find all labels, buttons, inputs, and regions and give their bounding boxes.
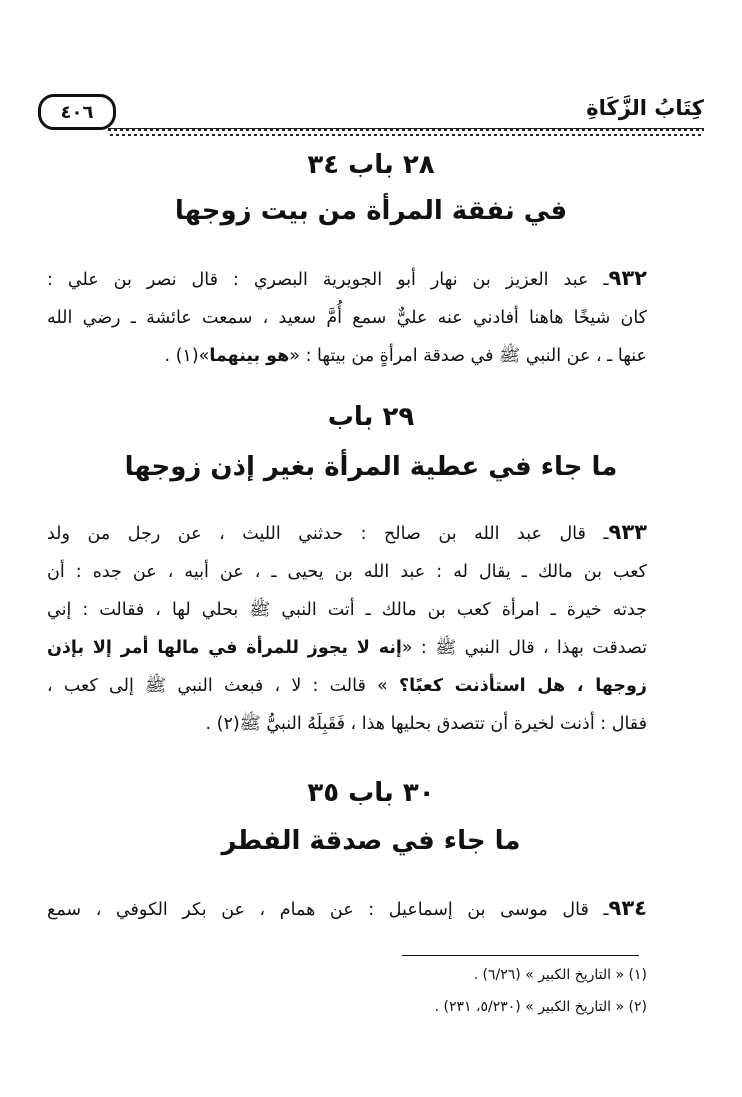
footnote-rule	[402, 955, 639, 956]
hadith-line: ـ قال موسى بن إسماعيل : عن همام ، عن بكر الكوفي ، سمع	[47, 900, 609, 920]
section-heading-title: في نفقة المرأة من بيت زوجها	[174, 196, 568, 226]
hadith-line: جدته خيرة ـ امرأة كعب بن مالك ـ أتت النبي ﷺ بحلي لها ، فقالت : إني	[47, 600, 647, 620]
section-heading-number: ٢٨ باب ٣٤	[307, 150, 435, 180]
hadith-quote: إنه لا يجوز للمرأة في مالها أمر إلا بإذن	[47, 638, 402, 658]
section-heading-number: ٢٩ باب	[327, 402, 415, 432]
hadith-line: كعب بن مالك ـ يقال له : عبد الله بن يحيى ـ ، عن أبيه ، عن جده : أن	[47, 562, 647, 582]
header-rule	[108, 128, 704, 136]
hadith-line: ـ عبد العزيز بن نهار أبو الجويرية البصري : قال نصر بن علي :	[47, 270, 609, 290]
footnote-ref: »(١) .	[164, 346, 210, 366]
hadith-934	[47, 889, 647, 929]
hadith-line: كان شيخًا هاهنا أفادني عنه عليٌّ سمع أُمَّ سعيد ، سمعت عائشة ـ رضي الله	[47, 308, 647, 328]
hadith-number: ٩٣٤	[608, 896, 647, 920]
hadith-933	[47, 513, 647, 743]
hadith-quote: هو بينهما	[209, 346, 290, 366]
hadith-quote: زوجها ، هل استأذنت كعبًا؟	[398, 676, 647, 696]
section-heading-title: ما جاء في صدقة الفطر	[221, 826, 521, 856]
hadith-number: ٩٣٣	[608, 520, 647, 544]
hadith-line: عنها ـ ، عن النبي ﷺ في صدقة امرأةٍ من بيتها : «	[289, 346, 647, 366]
hadith-line: » قالت : لا ، فبعث النبي ﷺ إلى كعب ،	[47, 676, 399, 696]
page-header	[40, 88, 704, 134]
hadith-932	[47, 259, 647, 375]
footnote-1: (١) « التاريخ الكبير » (٦/٢٦) .	[473, 967, 647, 983]
page-number: ٤٠٦	[38, 94, 116, 130]
hadith-line: تصدقت بهذا ، قال النبي ﷺ : «	[401, 638, 647, 658]
footnote-2: (٢) « التاريخ الكبير » (٥/٢٣٠، ٢٣١) .	[434, 999, 647, 1015]
section-heading-title: ما جاء في عطية المرأة بغير إذن زوجها	[124, 452, 618, 482]
section-heading-number: ٣٠ باب ٣٥	[307, 778, 435, 808]
hadith-line: فقال : أذنت لخيرة أن تتصدق بحليها هذا ، فَقَبِلَهُ النبيُّ ﷺ(٢) .	[205, 714, 647, 734]
book-title: كِتَابُ الزَّكَاةِ	[586, 96, 704, 120]
hadith-number: ٩٣٢	[608, 266, 647, 290]
hadith-line: ـ قال عبد الله بن صالح : حدثني الليث ، عن رجل من ولد	[47, 524, 609, 544]
